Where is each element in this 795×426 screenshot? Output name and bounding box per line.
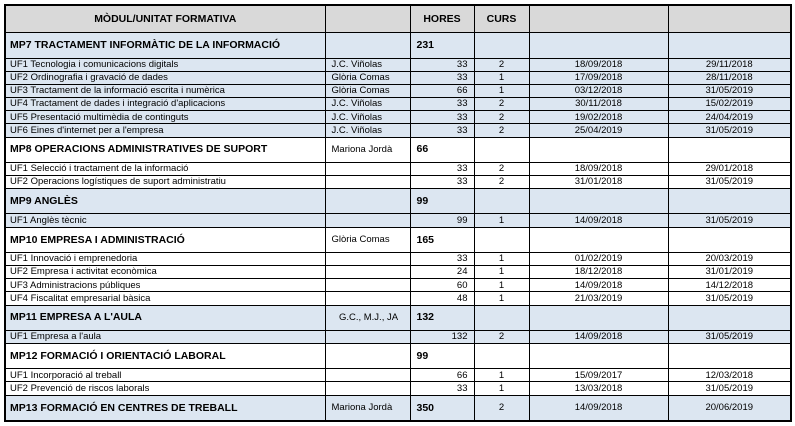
module-row: [5, 33, 791, 58]
teacher-cell: [325, 214, 410, 227]
course-cell: [474, 33, 529, 58]
module-name: MP9 ANGLÈS: [5, 189, 325, 214]
course-cell: 1: [474, 71, 529, 84]
module-row: [5, 395, 791, 421]
end-date-cell: 20/06/2019: [668, 395, 791, 421]
hours-cell: 33: [410, 58, 474, 71]
teacher-cell: Mariona Jordà: [325, 395, 410, 421]
course-cell: [474, 189, 529, 214]
hours-cell: 33: [410, 382, 474, 395]
unit-row: [5, 58, 791, 71]
unit-name: UF1 Innovació i emprenedoria: [5, 252, 325, 265]
course-cell: 1: [474, 84, 529, 97]
course-cell: [474, 137, 529, 162]
unit-row: [5, 98, 791, 111]
module-row: [5, 344, 791, 369]
course-cell: 1: [474, 266, 529, 279]
unit-name: UF6 Eines d'internet per a l'empresa: [5, 124, 325, 137]
header-start: [529, 5, 668, 33]
header-end: [668, 5, 791, 33]
unit-row: [5, 124, 791, 137]
end-date-cell: 31/05/2019: [668, 124, 791, 137]
start-date-cell: 19/02/2018: [529, 111, 668, 124]
teacher-cell: J.C. Viñolas: [325, 124, 410, 137]
module-name: MP7 TRACTAMENT INFORMÀTIC DE LA INFORMACIÓ: [5, 33, 325, 58]
course-cell: 2: [474, 98, 529, 111]
end-date-cell: [668, 33, 791, 58]
course-cell: 2: [474, 395, 529, 421]
hours-cell: 66: [410, 84, 474, 97]
start-date-cell: [529, 227, 668, 252]
unit-row: [5, 176, 791, 189]
course-cell: 2: [474, 58, 529, 71]
course-cell: 2: [474, 124, 529, 137]
start-date-cell: 30/11/2018: [529, 98, 668, 111]
teacher-cell: J.C. Viñolas: [325, 98, 410, 111]
unit-row: [5, 111, 791, 124]
course-cell: 2: [474, 330, 529, 343]
unit-row: [5, 279, 791, 292]
table-body: [5, 5, 791, 421]
teacher-cell: [325, 176, 410, 189]
hours-cell: 165: [410, 227, 474, 252]
start-date-cell: 13/03/2018: [529, 382, 668, 395]
course-cell: [474, 344, 529, 369]
teacher-cell: [325, 330, 410, 343]
end-date-cell: 15/02/2019: [668, 98, 791, 111]
unit-name: UF1 Tecnologia i comunicacions digitals: [5, 58, 325, 71]
end-date-cell: 31/05/2019: [668, 214, 791, 227]
end-date-cell: 29/11/2018: [668, 58, 791, 71]
course-cell: 1: [474, 214, 529, 227]
unit-row: [5, 330, 791, 343]
hours-cell: 33: [410, 176, 474, 189]
hours-cell: 99: [410, 214, 474, 227]
hours-cell: 33: [410, 111, 474, 124]
start-date-cell: [529, 33, 668, 58]
start-date-cell: 03/12/2018: [529, 84, 668, 97]
end-date-cell: 31/05/2019: [668, 176, 791, 189]
course-cell: 1: [474, 279, 529, 292]
start-date-cell: [529, 137, 668, 162]
end-date-cell: 31/01/2019: [668, 266, 791, 279]
unit-row: [5, 252, 791, 265]
start-date-cell: [529, 344, 668, 369]
course-cell: 1: [474, 369, 529, 382]
end-date-cell: 31/05/2019: [668, 382, 791, 395]
teacher-cell: J.C. Viñolas: [325, 111, 410, 124]
start-date-cell: 18/09/2018: [529, 162, 668, 175]
end-date-cell: 14/12/2018: [668, 279, 791, 292]
end-date-cell: [668, 344, 791, 369]
unit-name: UF2 Prevenció de riscos laborals: [5, 382, 325, 395]
start-date-cell: [529, 189, 668, 214]
teacher-cell: [325, 292, 410, 305]
header-hours: HORES: [410, 5, 474, 33]
end-date-cell: 24/04/2019: [668, 111, 791, 124]
hours-cell: 99: [410, 344, 474, 369]
start-date-cell: 17/09/2018: [529, 71, 668, 84]
start-date-cell: 14/09/2018: [529, 330, 668, 343]
course-cell: 1: [474, 252, 529, 265]
course-cell: 2: [474, 176, 529, 189]
unit-name: UF3 Tractament de la informació escrita i numèrica: [5, 84, 325, 97]
start-date-cell: 14/09/2018: [529, 395, 668, 421]
hours-cell: 99: [410, 189, 474, 214]
hours-cell: 33: [410, 98, 474, 111]
module-name: MP11 EMPRESA A L'AULA: [5, 305, 325, 330]
course-cell: 2: [474, 162, 529, 175]
teacher-cell: [325, 266, 410, 279]
module-name: MP10 EMPRESA I ADMINISTRACIÓ: [5, 227, 325, 252]
course-cell: [474, 305, 529, 330]
module-row: [5, 227, 791, 252]
unit-name: UF1 Selecció i tractament de la informació: [5, 162, 325, 175]
hours-cell: 132: [410, 330, 474, 343]
unit-row: [5, 71, 791, 84]
teacher-cell: Glòria Comas: [325, 71, 410, 84]
hours-cell: 66: [410, 369, 474, 382]
unit-name: UF2 Ordinografia i gravació de dades: [5, 71, 325, 84]
teacher-cell: [325, 162, 410, 175]
header-course: CURS: [474, 5, 529, 33]
unit-name: UF3 Administracions públiques: [5, 279, 325, 292]
unit-name: UF4 Fiscalitat empresarial bàsica: [5, 292, 325, 305]
start-date-cell: 21/03/2019: [529, 292, 668, 305]
start-date-cell: 14/09/2018: [529, 279, 668, 292]
end-date-cell: 31/05/2019: [668, 330, 791, 343]
end-date-cell: [668, 305, 791, 330]
hours-cell: 33: [410, 124, 474, 137]
unit-row: [5, 292, 791, 305]
module-name: MP13 FORMACIÓ EN CENTRES DE TREBALL: [5, 395, 325, 421]
hours-cell: 24: [410, 266, 474, 279]
teacher-cell: Glòria Comas: [325, 227, 410, 252]
training-modules-table: [4, 4, 792, 422]
module-name: MP12 FORMACIÓ I ORIENTACIÓ LABORAL: [5, 344, 325, 369]
hours-cell: 231: [410, 33, 474, 58]
teacher-cell: Mariona Jordà: [325, 137, 410, 162]
hours-cell: 132: [410, 305, 474, 330]
start-date-cell: 18/12/2018: [529, 266, 668, 279]
hours-cell: 33: [410, 71, 474, 84]
end-date-cell: 31/05/2019: [668, 84, 791, 97]
course-cell: 2: [474, 111, 529, 124]
teacher-cell: G.C., M.J., JA: [325, 305, 410, 330]
module-name: MP8 OPERACIONS ADMINISTRATIVES DE SUPORT: [5, 137, 325, 162]
start-date-cell: [529, 305, 668, 330]
end-date-cell: [668, 227, 791, 252]
unit-row: [5, 84, 791, 97]
unit-name: UF1 Empresa a l'aula: [5, 330, 325, 343]
unit-name: UF1 Incorporació al treball: [5, 369, 325, 382]
teacher-cell: [325, 382, 410, 395]
hours-cell: 33: [410, 252, 474, 265]
teacher-cell: J.C. Viñolas: [325, 58, 410, 71]
unit-row: [5, 162, 791, 175]
header-row: [5, 5, 791, 33]
hours-cell: 48: [410, 292, 474, 305]
teacher-cell: [325, 369, 410, 382]
unit-name: UF2 Empresa i activitat econòmica: [5, 266, 325, 279]
start-date-cell: 14/09/2018: [529, 214, 668, 227]
hours-cell: 33: [410, 162, 474, 175]
end-date-cell: 20/03/2019: [668, 252, 791, 265]
course-cell: 1: [474, 382, 529, 395]
unit-name: UF2 Operacions logístiques de suport administratiu: [5, 176, 325, 189]
start-date-cell: 31/01/2018: [529, 176, 668, 189]
unit-row: [5, 214, 791, 227]
unit-name: UF1 Anglès tècnic: [5, 214, 325, 227]
hours-cell: 66: [410, 137, 474, 162]
module-row: [5, 137, 791, 162]
module-row: [5, 189, 791, 214]
end-date-cell: 29/01/2018: [668, 162, 791, 175]
teacher-cell: [325, 279, 410, 292]
unit-row: [5, 266, 791, 279]
unit-row: [5, 382, 791, 395]
end-date-cell: [668, 189, 791, 214]
header-teacher: [325, 5, 410, 33]
teacher-cell: [325, 344, 410, 369]
end-date-cell: [668, 137, 791, 162]
unit-name: UF5 Presentació multimèdia de continguts: [5, 111, 325, 124]
teacher-cell: Glòria Comas: [325, 84, 410, 97]
module-row: [5, 305, 791, 330]
start-date-cell: 01/02/2019: [529, 252, 668, 265]
hours-cell: 350: [410, 395, 474, 421]
course-cell: 1: [474, 292, 529, 305]
unit-name: UF4 Tractament de dades i integració d'aplicacions: [5, 98, 325, 111]
teacher-cell: [325, 189, 410, 214]
header-module: MÒDUL/UNITAT FORMATIVA: [5, 5, 325, 33]
unit-row: [5, 369, 791, 382]
start-date-cell: 18/09/2018: [529, 58, 668, 71]
end-date-cell: 31/05/2019: [668, 292, 791, 305]
end-date-cell: 12/03/2018: [668, 369, 791, 382]
teacher-cell: [325, 252, 410, 265]
teacher-cell: [325, 33, 410, 58]
course-cell: [474, 227, 529, 252]
start-date-cell: 25/04/2019: [529, 124, 668, 137]
start-date-cell: 15/09/2017: [529, 369, 668, 382]
end-date-cell: 28/11/2018: [668, 71, 791, 84]
hours-cell: 60: [410, 279, 474, 292]
